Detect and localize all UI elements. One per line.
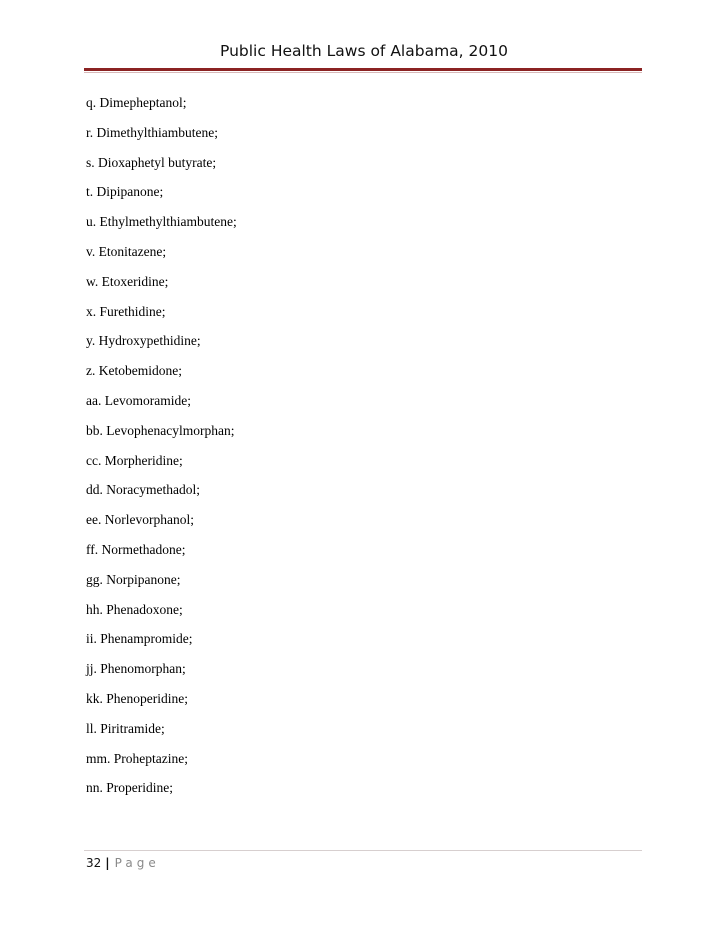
list-item: bb. Levophenacylmorphan; (86, 422, 235, 438)
list-item: w. Etoxeridine; (86, 273, 169, 289)
list-item: dd. Noracymethadol; (86, 482, 200, 498)
list-item: gg. Norpipanone; (86, 571, 181, 587)
substance-list (86, 94, 237, 809)
list-item: t. Dipipanone; (86, 184, 164, 200)
list-item: s. Dioxaphetyl butyrate; (86, 154, 217, 170)
list-item: ii. Phenampromide; (86, 631, 193, 647)
list-item: r. Dimethylthiambutene; (86, 124, 218, 140)
list-item: ll. Piritramide; (86, 720, 165, 736)
list-item: ee. Norlevorphanol; (86, 512, 194, 528)
list-item: v. Etonitazene; (86, 243, 167, 259)
header-rule (84, 68, 642, 71)
list-item: kk. Phenoperidine; (86, 690, 188, 706)
list-item: jj. Phenomorphan; (86, 661, 186, 677)
list-item: aa. Levomoramide; (86, 392, 191, 408)
list-item: q. Dimepheptanol; (86, 95, 187, 110)
page-header: Public Health Laws of Alabama, 2010 (220, 42, 508, 60)
footer-separator: | (105, 856, 110, 870)
list-item: mm. Proheptazine; (86, 750, 188, 766)
list-item: cc. Morpheridine; (86, 452, 183, 468)
list-item: nn. Properidine; (86, 780, 173, 796)
page-number: 32 (86, 856, 102, 870)
header-rule-secondary (84, 72, 642, 73)
list-item: x. Furethidine; (86, 303, 166, 319)
list-item: y. Hydroxypethidine; (86, 333, 201, 349)
list-item: z. Ketobemidone; (86, 363, 182, 379)
list-item: u. Ethylmethylthiambutene; (86, 214, 237, 230)
footer-rule (84, 850, 642, 851)
page-footer (86, 856, 160, 870)
list-item: ff. Normethadone; (86, 541, 186, 557)
list-item: hh. Phenadoxone; (86, 601, 183, 617)
page-label: Page (114, 856, 160, 870)
